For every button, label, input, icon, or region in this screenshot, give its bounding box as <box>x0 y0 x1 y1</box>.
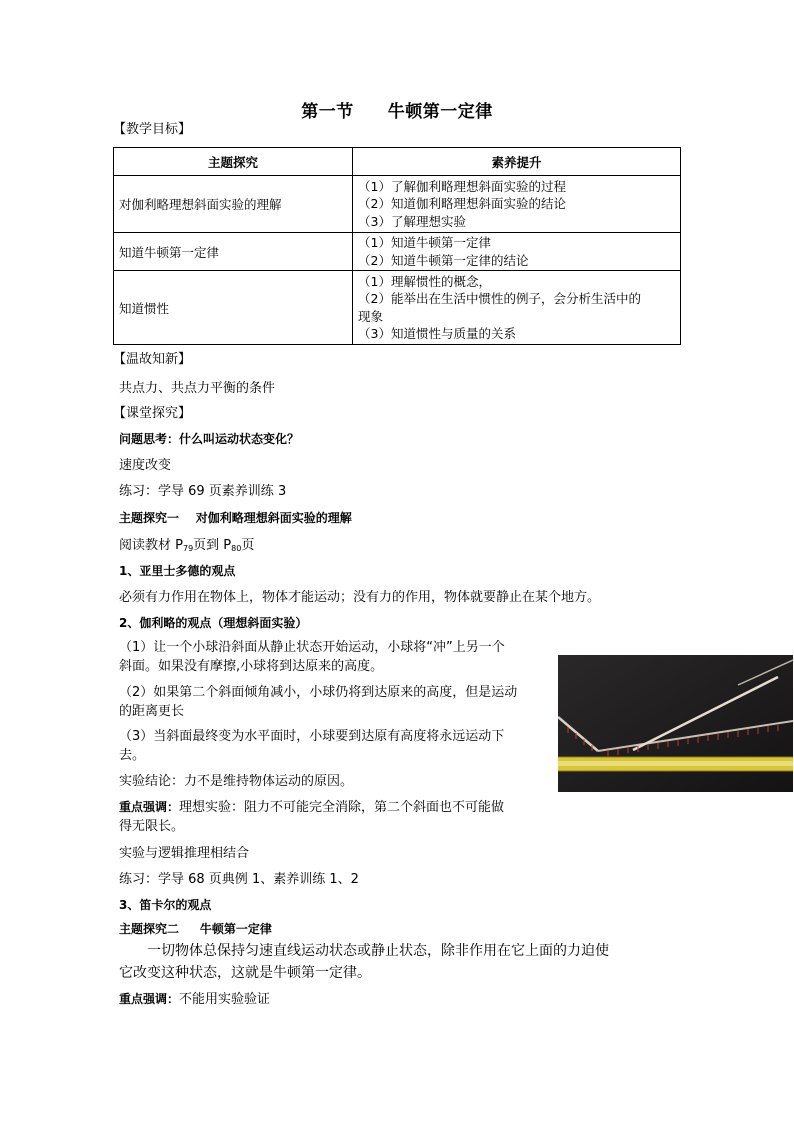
emphasis-label: 重点强调： <box>119 992 180 1006</box>
table-cell-topic: 对伽利略理想斜面实验的理解 <box>114 176 353 233</box>
inclined-plane-illustration <box>558 655 793 792</box>
emphasis-1 <box>119 798 504 836</box>
descartes-heading: 3、笛卡尔的观点 <box>119 898 212 912</box>
emphasis-text: 不能用实验验证 <box>179 992 271 1007</box>
topic2-title: 牛顿第一定律 <box>199 922 272 936</box>
page-title <box>0 97 794 122</box>
reading-assignment <box>119 537 254 557</box>
list-item: （1）知道牛顿第一定律 <box>358 235 491 250</box>
galileo-point-2 <box>119 683 517 721</box>
paragraph-line: 斜面。如果没有摩擦,小球将到达原来的高度。 <box>119 659 384 674</box>
galileo-heading: 2、伽利略的观点（理想斜面实验） <box>119 616 308 630</box>
table-cell-items <box>353 233 681 271</box>
title-topic: 牛顿第一定律 <box>387 102 493 122</box>
list-item: 现象 <box>358 308 384 324</box>
list-item: （1）了解伽利略理想斜面实验的过程 <box>358 178 566 194</box>
teaching-goals-table <box>113 147 681 345</box>
list-item: （3）了解理想实验 <box>358 213 466 229</box>
answer-text: 速度改变 <box>119 458 172 473</box>
list-item: （3）知道惯性与质量的关系 <box>358 326 516 341</box>
topic1-heading <box>119 510 352 527</box>
table-cell-items <box>353 176 681 233</box>
list-item: （2）能举出在生活中惯性的例子，会分析生活中的 <box>358 291 641 306</box>
paragraph-line: （3）当斜面最终变为水平面时，小球要到达原有高度将永远运动下 <box>119 729 505 744</box>
aristotle-heading: 1、亚里士多德的观点 <box>119 564 236 578</box>
galileo-point-3 <box>119 727 504 765</box>
practice-1: 练习：学导 69 页素养训练 3 <box>119 484 287 499</box>
table-header-literacy: 素养提升 <box>353 148 681 176</box>
inclined-plane-photo <box>558 655 793 792</box>
title-section-number: 第一节 <box>301 102 354 122</box>
table-header-row <box>114 148 681 176</box>
explore-heading: 【课堂探究】 <box>113 406 192 421</box>
paragraph-line: 去。 <box>119 748 146 763</box>
topic2-heading <box>119 921 272 938</box>
paragraph-line: 一切物体总保持匀速直线运动状态或静止状态，除非作用在它上面的力迫使 <box>147 943 609 959</box>
list-item: （2）知道牛顿第一定律的结论 <box>358 252 529 268</box>
table-row <box>114 233 681 271</box>
reading-page-end: 80 <box>231 544 242 553</box>
list-item: （2）知道伽利略理想斜面实验的结论 <box>358 196 566 212</box>
topic2-label: 主题探究二 <box>119 922 180 936</box>
table-cell-items <box>353 271 681 345</box>
reading-mid: 页到 P <box>193 538 232 553</box>
paragraph-line: （1）让一个小球沿斜面从静止状态开始运动，小球将“冲”上另一个 <box>119 640 505 655</box>
aristotle-text: 必须有力作用在物体上，物体才能运动；没有力的作用，物体就要静止在某个地方。 <box>119 590 601 605</box>
table-cell-topic: 知道惯性 <box>114 271 353 345</box>
question-text: 问题思考：什么叫运动状态变化？ <box>119 432 300 446</box>
reading-prefix: 阅读教材 P <box>119 538 183 553</box>
paragraph-line: 它改变这种状态，这就是牛顿第一定律。 <box>119 965 371 981</box>
review-text: 共点力、共点力平衡的条件 <box>119 381 276 396</box>
paragraph-line: （2）如果第二个斜面倾角减小，小球仍将到达原来的高度，但是运动 <box>119 685 518 700</box>
table-row <box>114 271 681 345</box>
review-heading: 【温故知新】 <box>113 352 192 367</box>
reading-page-start: 79 <box>182 544 194 553</box>
paragraph-line: 得无限长。 <box>119 819 185 834</box>
experiment-conclusion: 实验结论：力不是维持物体运动的原因。 <box>119 774 354 789</box>
paragraph-line <box>119 798 504 817</box>
emphasis-2 <box>119 991 270 1008</box>
table-row <box>114 176 681 233</box>
emphasis-label: 重点强调： <box>119 800 180 814</box>
table-cell-topic: 知道牛顿第一定律 <box>114 233 353 271</box>
experiment-logic: 实验与逻辑推理相结合 <box>119 846 250 861</box>
topic1-title: 对伽利略理想斜面实验的理解 <box>195 511 352 525</box>
newton-law-statement <box>119 940 609 984</box>
paragraph-line: 的距离更长 <box>119 704 185 719</box>
list-item: （1）理解惯性的概念， <box>358 273 491 289</box>
topic1-label: 主题探究一 <box>119 511 180 525</box>
table-header-topic: 主题探究 <box>114 148 353 176</box>
galileo-point-1 <box>119 638 505 676</box>
practice-2: 练习：学导 68 页典例 1、素养训练 1、2 <box>119 872 359 887</box>
emphasis-text: 理想实验：阻力不可能完全消除，第二个斜面也不可能做 <box>179 800 505 815</box>
goals-heading: 【教学目标】 <box>113 122 192 137</box>
reading-suffix: 页 <box>241 538 255 553</box>
